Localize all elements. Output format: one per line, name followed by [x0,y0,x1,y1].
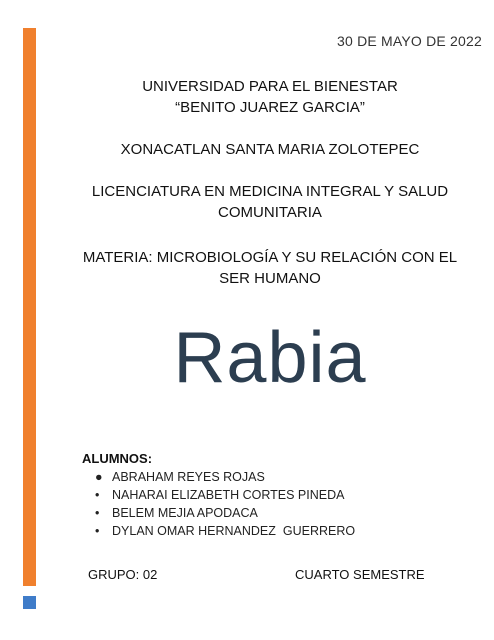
bullet-icon: • [95,488,100,502]
bullet-icon: • [95,524,100,538]
subject-name [46,247,494,289]
university-line-1: UNIVERSIDAD PARA EL BIENESTAR [142,78,398,95]
student-name: NAHARAI ELIZABETH CORTES PINEDA [112,488,345,502]
university-line-2: “BENITO JUAREZ GARCIA” [175,99,365,116]
semester-label: CUARTO SEMESTRE [295,567,425,582]
list-item [95,486,355,504]
campus-name: XONACATLAN SANTA MARIA ZOLOTEPEC [120,141,420,158]
university-name [46,76,494,118]
bullet-icon: ● [95,470,103,484]
subject-line-2: SER HUMANO [219,270,321,287]
subject-line-1: MATERIA: MICROBIOLOGÍA Y SU RELACIÓN CON EL [82,249,458,266]
bullet-icon: • [95,506,100,520]
degree-line-2: COMUNITARIA [218,204,322,221]
student-name: DYLAN OMAR HERNANDEZ GUERRERO [112,524,356,538]
blue-accent-square [23,596,36,609]
list-item [95,504,355,522]
students-list [95,468,355,540]
student-name: ABRAHAM REYES ROJAS [112,470,265,484]
degree-line-1: LICENCIATURA EN MEDICINA INTEGRAL Y SALUD [91,183,449,200]
document-title: Rabia [173,318,367,398]
students-label: ALUMNOS: [82,451,153,466]
list-item [95,522,355,540]
document-date: 30 DE MAYO DE 2022 [337,33,482,49]
orange-accent-bar [23,28,36,586]
list-item [95,468,355,486]
degree-name [46,181,494,223]
student-name: BELEM MEJIA APODACA [112,506,258,520]
group-label: GRUPO: 02 [88,567,158,582]
